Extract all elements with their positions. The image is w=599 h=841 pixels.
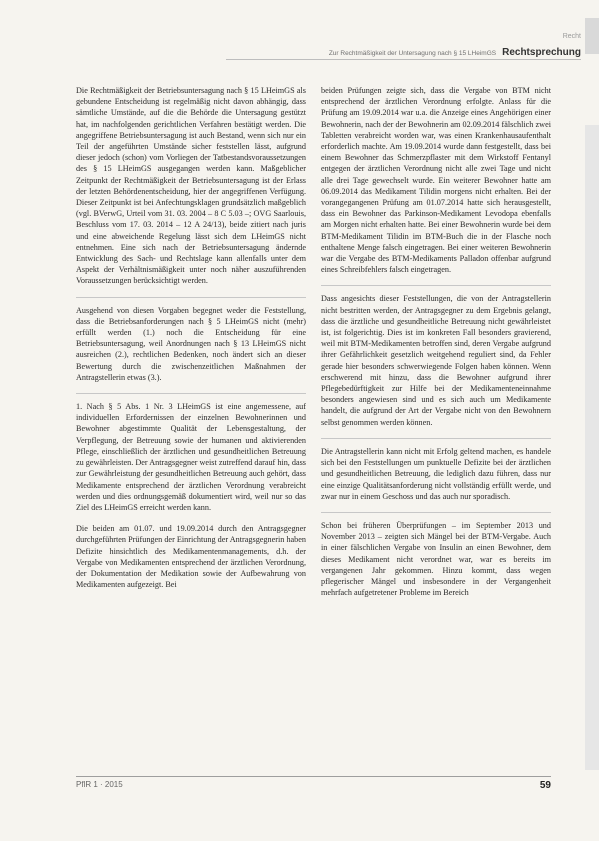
page-edge-tab [585, 18, 599, 54]
paragraph: Schon bei früheren Überprüfungen – im September 2013 und November 2013 – zeigten sich Mängel bei der BTM-Vergabe. Auch in einer fälschlichen Vergabe von Insulin an einen Bewohner, dem dieses Medikament nicht verordnet war, war es bereits im vergangenen Jahr gekommen. Hinzu kommt, dass wegen pflegerischer Mängel und insbesondere in der Vergangenheit mehrfach aufgetretener Probleme im Bereich [321, 512, 551, 598]
paragraph: Die Rechtmäßigkeit der Betriebsuntersagung nach § 15 LHeimGS als gebundene Entscheidung ist regelmäßig nicht davon abhängig, dass sämtliche Umstände, auf die die Behörde die Untersagung gestützt hat, im nachfolgenden gerichtlichen Verfahren bestätigt werden. Die angegriffene Betriebsuntersagung ist auch Bestand, wenn sich nur ein Teil der angeführten Umstände sicher feststellen lässt, aufgrund dieser jedoch (schon) vom Vorliegen der Tatbestandsvoraussetzungen des § 15 LHeimGS ausgegangen werden kann. Maßgeblicher Zeitpunkt der Rechtmäßigkeit der Betriebsuntersagung ist der Erlass der letzten Behördenentscheidung, hier der angegriffenen Verfügung. Dieser Zeitpunkt ist bei Anfechtungsklagen grundsätzlich maßgeblich (vgl. BVerwG, Urteil vom 31. 03. 2004 – 8 C 5.03 –; OVG Saarlouis, Beschluss vom 17. 03. 2014 – 12 A 24/13), beide zitiert nach juris und eine abweichende Regelung lässt sich dem LHeimGS nicht entnehmen. Eine sich nach der Betriebsuntersagung ändernde Entwicklung des Sach- und Rechtslage kann allenfalls unter dem Aspekt der Verhältnismäßigkeit unter noch näher auszuführenden Voraussetzungen berücksichtigt werden. [76, 86, 306, 286]
page-edge-strip [585, 125, 599, 770]
page-footer [76, 776, 551, 791]
paragraph: Die beiden am 01.07. und 19.09.2014 durch den Antragsgegner durchgeführten Prüfungen der Einrichtung der Antragsgegnerin haben Defizite hinsichtlich des Medikamentenmanagements, d.h. der Vergabe von Medikamenten entsprechend der ärztlichen Verordnung, der Dokumentation der Medikation sowie der Aufbewahrung von Medikamenten aufgezeigt. Bei [76, 524, 306, 590]
paragraph: Ausgehend von diesen Vorgaben begegnet weder die Feststellung, dass die Betriebsanforderungen nach § 5 LHeimGS nicht (mehr) erfüllt werden (1.) noch die Entscheidung für eine Betriebsuntersagung, weil Anordnungen nach § 13 LHeimGS nicht ausreichen (2.), rechtlichen Bedenken, noch ändert sich an dieser Bewertung durch die zwischenzeitlichen Maßnahmen der Antragstellerin etwas (3.). [76, 297, 306, 383]
paragraph: 1. Nach § 5 Abs. 1 Nr. 3 LHeimGS ist eine angemessene, auf individuellen Erfordernissen der einzelnen Bewohnerinnen und Bewohner abgestimmte Qualität der Lebensgestaltung, der Verpflegung, der Betreuung sowie der humanen und aktivierenden Pflege, einschließlich der ärztlichen und gesundheitlichen Betreuung zu gewährleisten. Der Antragsgegner weist zutreffend darauf hin, dass zur Gewährleistung der gesundheitlichen Betreuung auch gehört, dass Medikamente entsprechend der ärztlichen Verordnung verabreicht werden und dies ordnungsgemäß dokumentiert wird, weil nur so das Ziel des LHeimGS erreicht werden kann. [76, 393, 306, 513]
paragraph: Die Antragstellerin kann nicht mit Erfolg geltend machen, es handele sich bei den Feststellungen um punktuelle Defizite bei der ärztlichen und gesundheitlichen Betreuung, die lediglich dazu führen, dass nur eine einzige Qualitätsanforderung nicht vollständig erfüllt werde, und zwar nur in einem Geschoss und das auch nur sporadisch. [321, 438, 551, 502]
paragraph: beiden Prüfungen zeigte sich, dass die Vergabe von BTM nicht entsprechend der ärztlichen Verordnung erfolgte. Anlass für die Prüfung am 19.09.2014 war u.a. die Anzeige eines Angehörigen einer Bewohnerin, nach der der Bewohnerin am 02.09.2014 fälschlich zwei Tabletten verabreicht worden war, was einen Krankenhausaufenthalt erforderlich machte. Am 19.09.2014 wurde dann festgestellt, dass bei einem Bewohner das Schmerzpflaster mit dem Wirkstoff Fentanyl entgegen der ärztlichen Verordnung nicht alle zwei Tage und nicht alle drei Tage gewechselt wurde. Ein weiterer Bewohner hatte am 06.09.2014 das Medikament Tilidin morgens nicht erhalten. Bei der vorangegangenen Prüfung am 01.07.2014 hatte sich herausgestellt, dass ein Bewohner das Parkinson-Medikament Levodopa ebenfalls am Morgen nicht erhalten hatte. Bei einer Bewohnerin wurde bei dem BTM-Medikament Tilidin im BTM-Buch die in der Flasche noch enthaltene Menge falsch eingetragen. Bei einer weiteren Bewohnerin war die Vergabe des BTM-Medikaments Palladon offenbar aufgrund eines Schreibfehlers falsch eingetragen. [321, 86, 551, 275]
page-number: 59 [539, 780, 551, 791]
page-header [226, 45, 581, 60]
left-column [76, 85, 306, 600]
section-tag: Recht [562, 33, 581, 40]
section-title: Rechtsprechung [502, 47, 581, 58]
right-column [321, 85, 551, 608]
journal-name: PflR 1 · 2015 [76, 780, 123, 789]
paragraph: Dass angesichts dieser Feststellungen, die von der Antragstellerin nicht bestritten werden, der Antragsgegner zu dem Ergebnis gelangt, dass die ärztliche und gesundheitliche Betreuung nicht gewährleistet ist, ist folgerichtig. Dies ist im konkreten Fall besonders gravierend, weil mit BTM-Medikamenten betroffen sind, deren Vergabe aufgrund ihrer Gefährlichkeit gesetzlich weitgehend reguliert sind, da Fehler gerade hier besonders schwerwiegende Folgen haben können. Wenn erschwerend mit hinzu, dass die Bewohner aufgrund ihrer Pflegebedürftigkeit zur Hilfe bei der Medikamenteneinnahme besonders angewiesen sind und es sich auch um Medikamente handelt, die aufgrund der Art der Vergabe nicht von den Bewohnern selbst genommen werden können. [321, 285, 551, 427]
running-title: Zur Rechtmäßigkeit der Untersagung nach § 15 LHeimGS [328, 50, 497, 57]
